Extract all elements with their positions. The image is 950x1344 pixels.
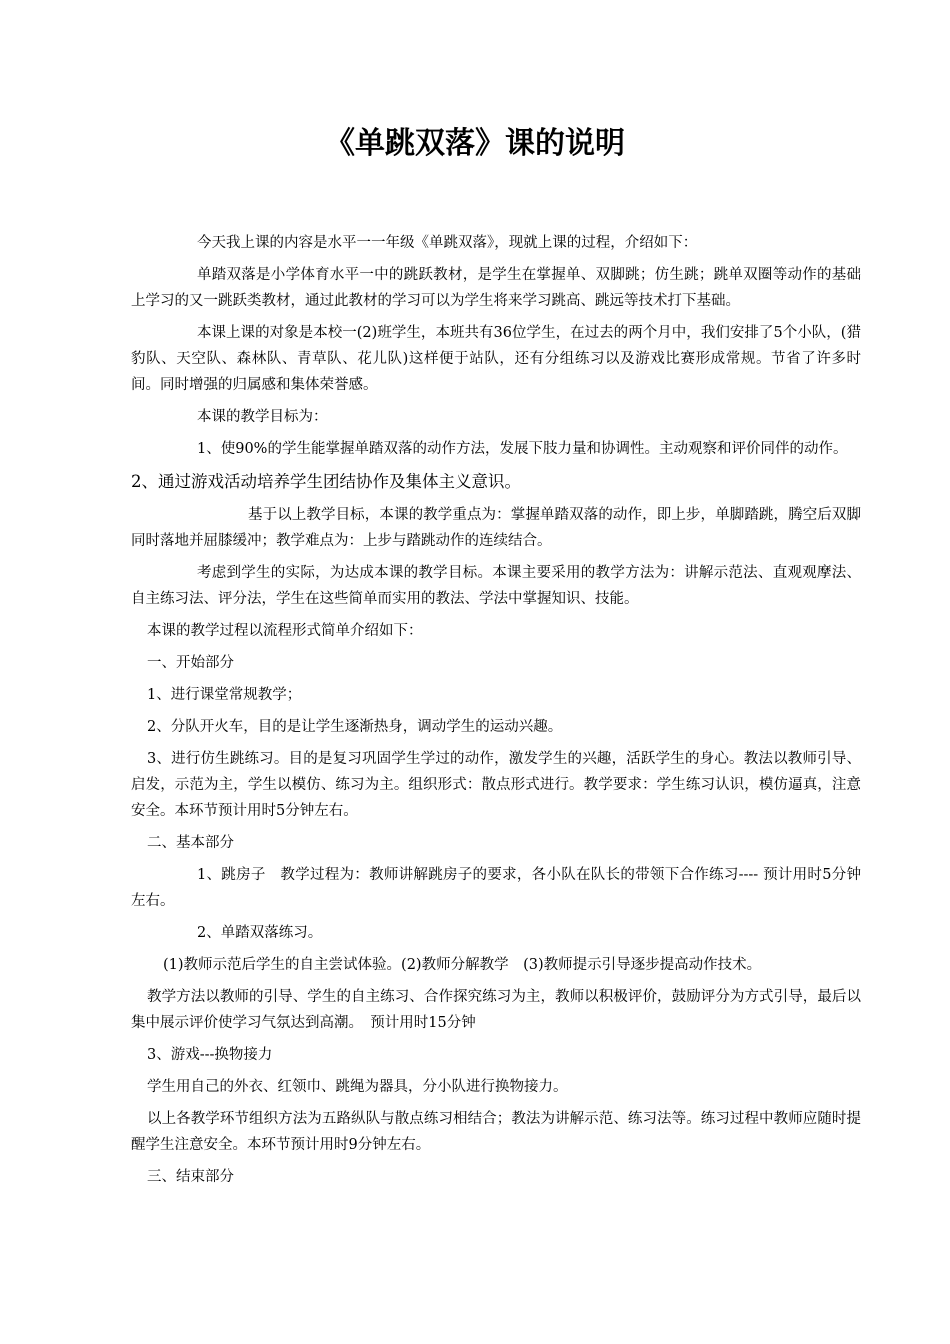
paragraph-students: 本课上课的对象是本校一(2)班学生，本班共有36位学生，在过去的两个月中，我们安排了5个小队，(猎豹队、天空队、森林队、青草队、花儿队)这样便于站队，还有分组练习以及游戏比赛形成常规。节省了许多时间。同时增强的归属感和集体荣誉感。 [131, 325, 861, 393]
section-heading-start: 一、开始部分 [147, 655, 234, 671]
list-item-start-1: 1、进行课堂常规教学； [147, 687, 302, 703]
paragraph-key-points: 基于以上教学目标，本课的教学重点为：掌握单踏双落的动作，即上步，单脚踏跳，腾空后双脚同时落地并屈膝缓冲；教学难点为：上步与踏跳动作的连续结合。 [131, 507, 861, 549]
document-body [131, 230, 861, 1196]
paragraph-teaching-steps: (1)教师示范后学生的自主尝试体验。(2)教师分解教学 (3)教师提示引导逐步提高动作技术。 [163, 957, 762, 973]
paragraph-game: 学生用自己的外衣、红领巾、跳绳为器具，分小队进行换物接力。 [147, 1079, 568, 1095]
paragraph-intro: 今天我上课的内容是水平一一年级《单跳双落》，现就上课的过程，介绍如下： [197, 235, 698, 251]
document-title: 《单跳双落》课的说明 [325, 126, 625, 161]
list-item-basic-3: 3、游戏---换物接力 [147, 1047, 273, 1063]
paragraph-material: 单踏双落是小学体育水平一中的跳跃教材，是学生在掌握单、双脚跳；仿生跳；跳单双圈等动作的基础上学习的又一跳跃类教材，通过此教材的学习可以为学生将来学习跳高、跳远等技术打下基础。 [131, 267, 861, 309]
list-item-start-2: 2、分队开火车，目的是让学生逐渐热身，调动学生的运动兴趣。 [147, 719, 563, 735]
list-item-start-3: 3、进行仿生跳练习。目的是复习巩固学生学过的动作，激发学生的兴趣，活跃学生的身心。教法以教师引导、启发，示范为主，学生以模仿、练习为主。组织形式：散点形式进行。教学要求：学生练习认识，模仿逼真，注意安全。本环节预计用时5分钟左右。 [131, 751, 861, 819]
paragraph-goals-heading: 本课的教学目标为： [197, 409, 328, 425]
section-heading-basic: 二、基本部分 [147, 835, 234, 851]
paragraph-organization: 以上各教学环节组织方法为五路纵队与散点练习相结合；教法为讲解示范、练习法等。练习过程中教师应随时提醒学生注意安全。本环节预计用时9分钟左右。 [131, 1111, 861, 1153]
list-item-basic-2: 2、单踏双落练习。 [197, 925, 323, 941]
paragraph-goal-2: 2、通过游戏活动培养学生团结协作及集体主义意识。 [131, 472, 521, 491]
list-item-basic-1: 1、跳房子 教学过程为：教师讲解跳房子的要求，各小队在队长的带领下合作练习---- 预计用时5分钟左右。 [131, 867, 861, 909]
paragraph-teaching-method: 教学方法以教师的引导、学生的自主练习、合作探究练习为主，教师以积极评价，鼓励评分为方式引导，最后以集中展示评价使学习气氛达到高潮。 预计用时15分钟 [131, 989, 861, 1031]
paragraph-methods: 考虑到学生的实际，为达成本课的教学目标。本课主要采用的教学方法为：讲解示范法、直观观摩法、自主练习法、评分法，学生在这些简单而实用的教法、学法中掌握知识、技能。 [131, 565, 861, 607]
paragraph-process-intro: 本课的教学过程以流程形式简单介绍如下： [147, 623, 423, 639]
paragraph-goal-1: 1、使90%的学生能掌握单踏双落的动作方法，发展下肢力量和协调性。主动观察和评价同伴的动作。 [197, 441, 848, 457]
section-heading-end: 三、结束部分 [147, 1169, 234, 1185]
